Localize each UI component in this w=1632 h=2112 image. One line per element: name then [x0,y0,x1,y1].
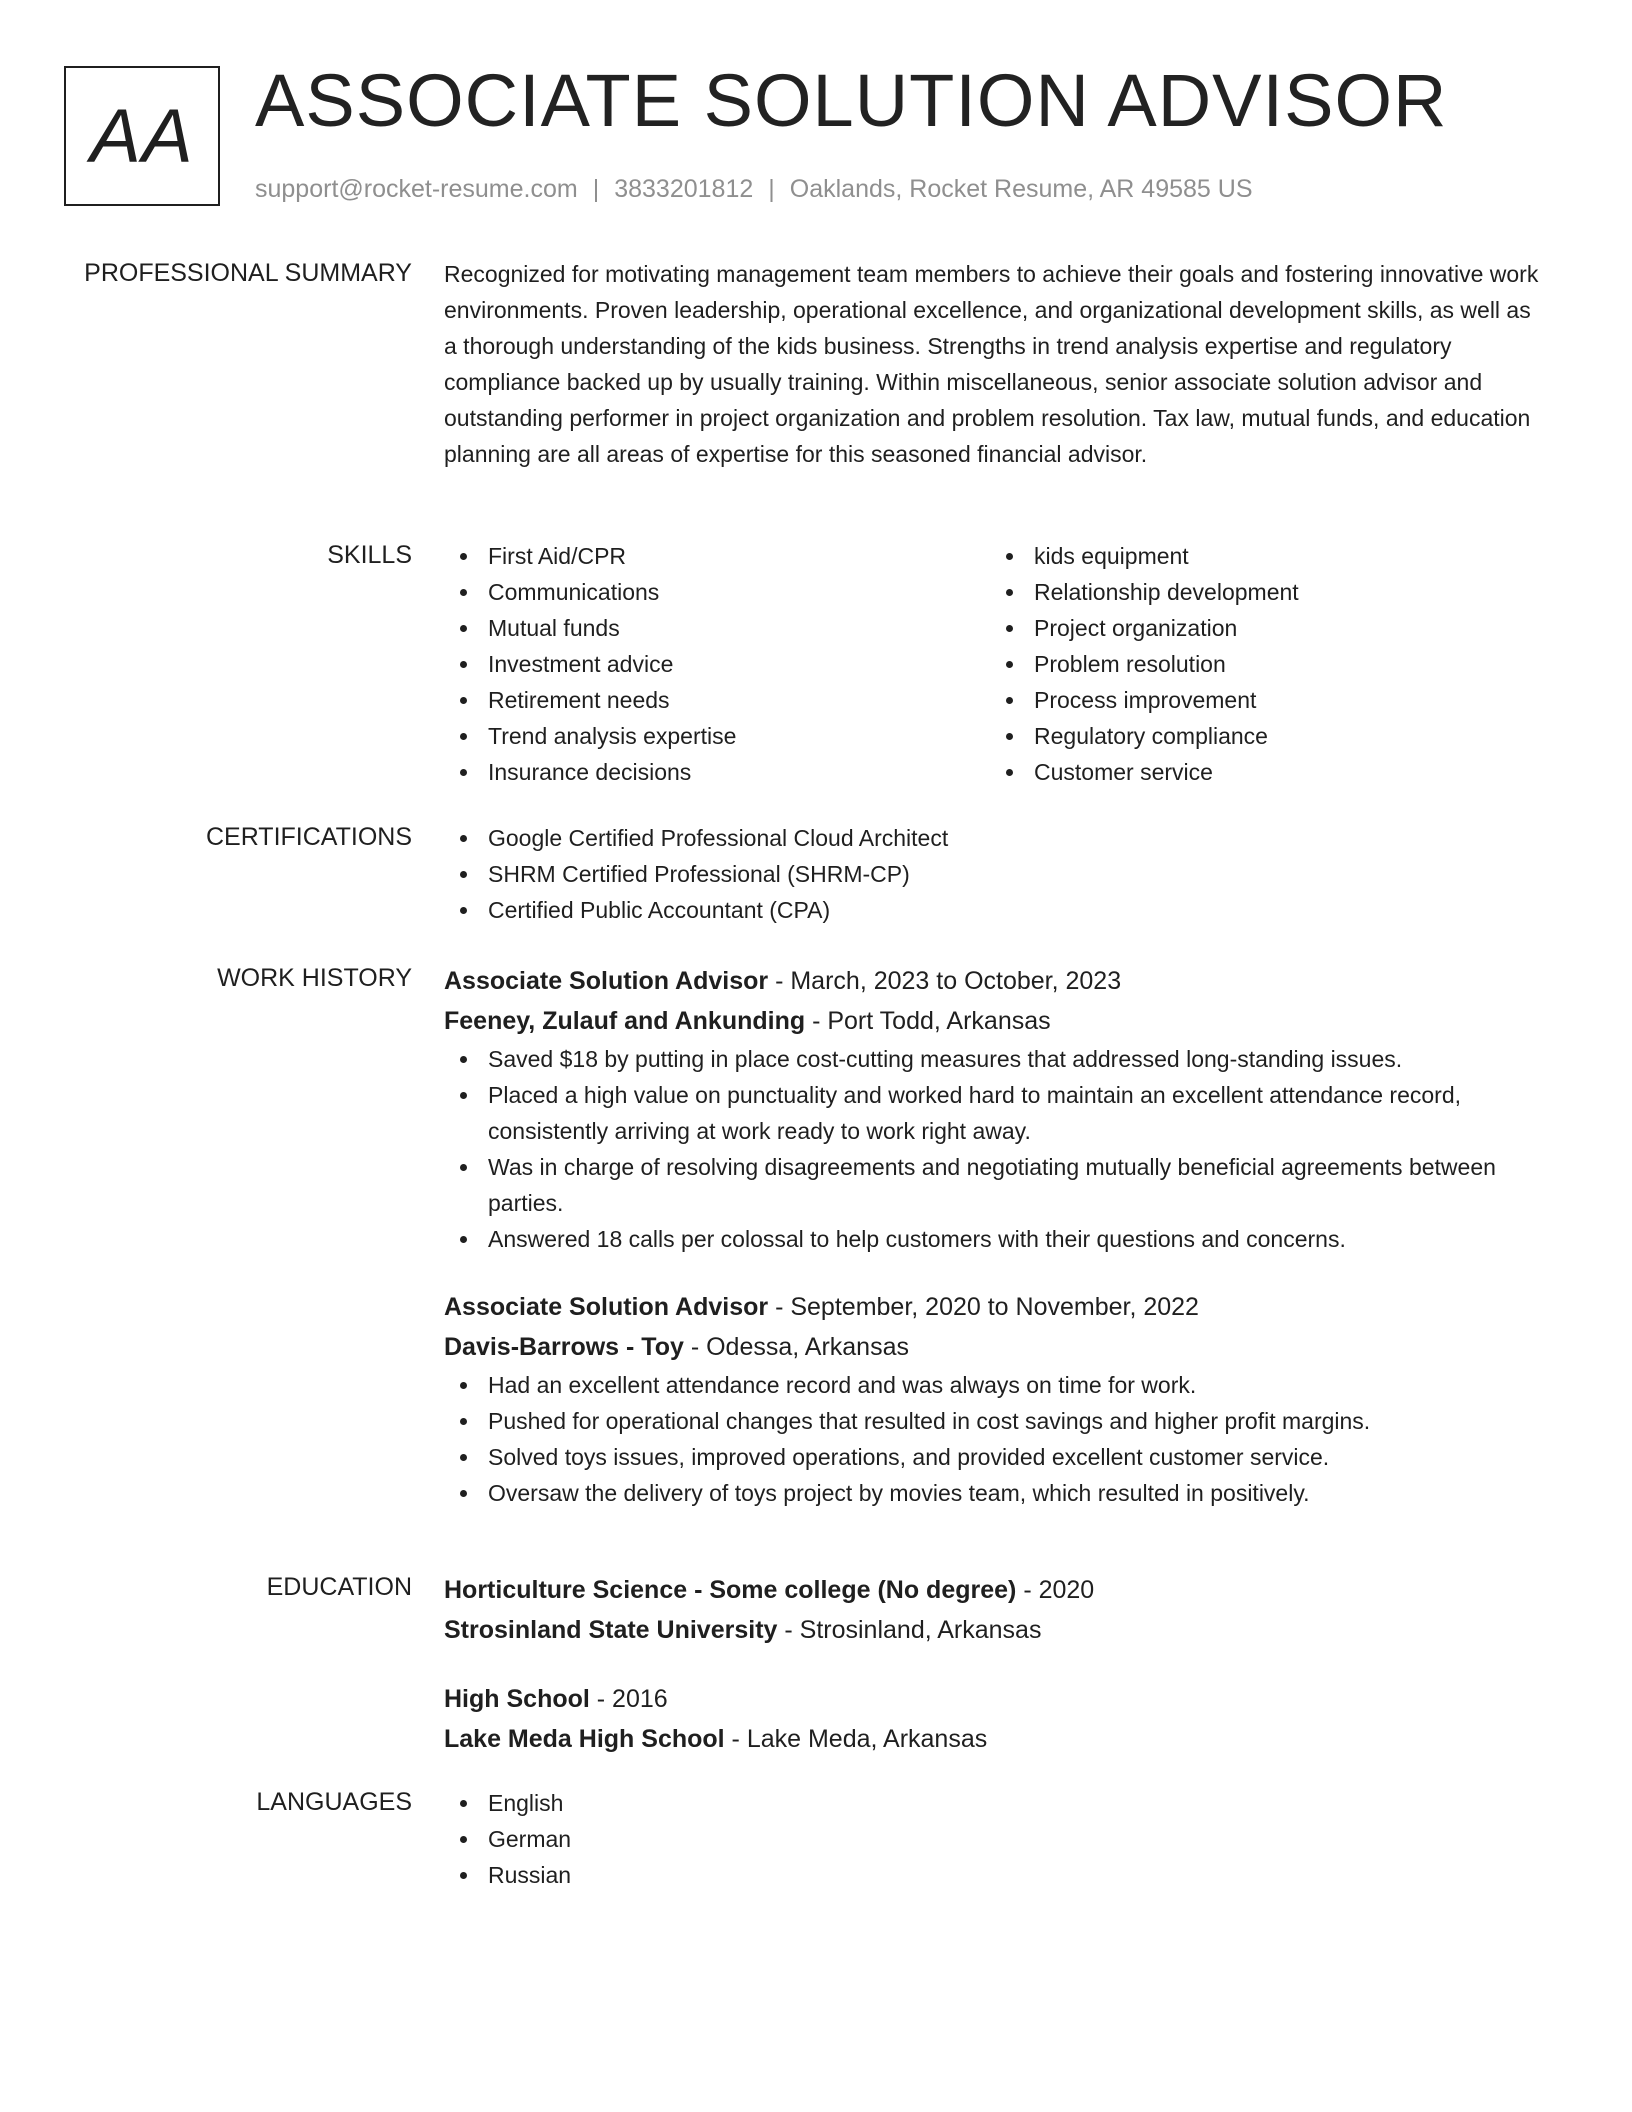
contact-address: Oaklands, Rocket Resume, AR 49585 US [789,175,1253,203]
section-label-summary: PROFESSIONAL SUMMARY [84,259,412,287]
section-label-languages: LANGUAGES [256,1788,412,1816]
list-item: Answered 18 calls per colossal to help customers with their questions and concerns. [444,1221,1549,1257]
list-item: Russian [444,1857,1549,1893]
monogram-box [64,66,220,206]
certifications-list [444,820,1549,928]
job-company-line [444,1001,1549,1041]
education-entry [444,1679,1549,1759]
list-item: Google Certified Professional Cloud Architect [444,820,1549,856]
job-company: Davis-Barrows - Toy [444,1333,684,1361]
education-school-line [444,1610,1549,1650]
job-title: Associate Solution Advisor [444,1293,769,1321]
education-year: - 2016 [589,1685,668,1713]
list-item: Pushed for operational changes that resulted in cost savings and higher profit margins. [444,1403,1549,1439]
list-item: Oversaw the delivery of toys project by movies team, which resulted in positively. [444,1475,1549,1511]
job-bullets [444,1041,1549,1257]
list-item: Saved $18 by putting in place cost-cutting measures that addressed long-standing issues. [444,1041,1549,1077]
education-location: - Strosinland, Arkansas [777,1616,1042,1644]
list-item: Customer service [990,754,1536,790]
list-item: Had an excellent attendance record and was always on time for work. [444,1367,1549,1403]
skills-right-list [990,538,1536,790]
list-item: First Aid/CPR [444,538,990,574]
education-school: Lake Meda High School [444,1725,725,1753]
job-title: Associate Solution Advisor [444,967,769,995]
summary-text: Recognized for motivating management team members to achieve their goals and fostering innovative work environments. Proven leadership, operational excellence, and organizational development skills, as well as a thorough understanding of the kids business. Strengths in trend analysis expertise and regulatory compliance backed up by usually training. Within miscellaneous, senior associate solution advisor and outstanding performer in project organization and problem resolution. Tax law, mutual funds, and education planning are all areas of expertise for this seasoned financial advisor. [444,261,1539,467]
skills-body [444,538,1549,790]
education-school: Strosinland State University [444,1616,778,1644]
list-item: Problem resolution [990,646,1536,682]
list-item: Communications [444,574,990,610]
job-company-line [444,1327,1549,1367]
list-item: Solved toys issues, improved operations, and provided excellent customer service. [444,1439,1549,1475]
list-item: Was in charge of resolving disagreements and negotiating mutually beneficial agreements between parties. [444,1149,1549,1221]
list-item: English [444,1785,1549,1821]
list-item: Relationship development [990,574,1536,610]
contact-phone: 3833201812 [614,175,754,203]
list-item: Certified Public Accountant (CPA) [444,892,1549,928]
job-entry [444,961,1549,1257]
job-location: - Port Todd, Arkansas [805,1007,1051,1035]
list-item: Trend analysis expertise [444,718,990,754]
education-entry [444,1570,1549,1650]
education-year: - 2020 [1016,1576,1095,1604]
contact-email: support@rocket-resume.com [255,175,578,203]
education-degree-line [444,1679,1549,1719]
section-label-certifications: CERTIFICATIONS [205,823,412,851]
job-entry [444,1287,1549,1511]
job-title-line [444,961,1549,1001]
list-item: SHRM Certified Professional (SHRM-CP) [444,856,1549,892]
education-location: - Lake Meda, Arkansas [724,1725,988,1753]
section-label-work-history: WORK HISTORY [217,964,412,992]
contact-separator: | [592,175,600,203]
job-location: - Odessa, Arkansas [683,1333,909,1361]
certifications-body [444,820,1549,928]
contact-separator: | [768,175,775,203]
education-degree-line [444,1570,1549,1610]
education-degree: Horticulture Science - Some college (No degree) [444,1576,1017,1604]
monogram-initials: AA [90,93,194,179]
job-company: Feeney, Zulauf and Ankunding [444,1007,806,1035]
list-item: Regulatory compliance [990,718,1536,754]
list-item: Insurance decisions [444,754,990,790]
work-history-body [444,961,1549,1511]
education-degree: High School [444,1685,590,1713]
languages-list [444,1785,1549,1893]
summary-body [444,256,1549,472]
education-body [444,1570,1549,1759]
skills-left-list [444,538,990,790]
job-bullets [444,1367,1549,1511]
list-item: Retirement needs [444,682,990,718]
job-dates: - March, 2023 to October, 2023 [768,967,1122,995]
contact-line [255,172,1253,206]
languages-body [444,1785,1549,1893]
job-title-line [444,1287,1549,1327]
education-school-line [444,1719,1549,1759]
list-item: Mutual funds [444,610,990,646]
list-item: Placed a high value on punctuality and worked hard to maintain an excellent attendance record, consistently arriving at work ready to work right away. [444,1077,1549,1149]
resume-title: ASSOCIATE SOLUTION ADVISOR [255,59,1448,142]
list-item: German [444,1821,1549,1857]
section-label-skills: SKILLS [327,541,412,569]
list-item: Project organization [990,610,1536,646]
list-item: Investment advice [444,646,990,682]
job-dates: - September, 2020 to November, 2022 [768,1293,1199,1321]
section-label-education: EDUCATION [266,1573,412,1601]
list-item: Process improvement [990,682,1536,718]
list-item: kids equipment [990,538,1536,574]
